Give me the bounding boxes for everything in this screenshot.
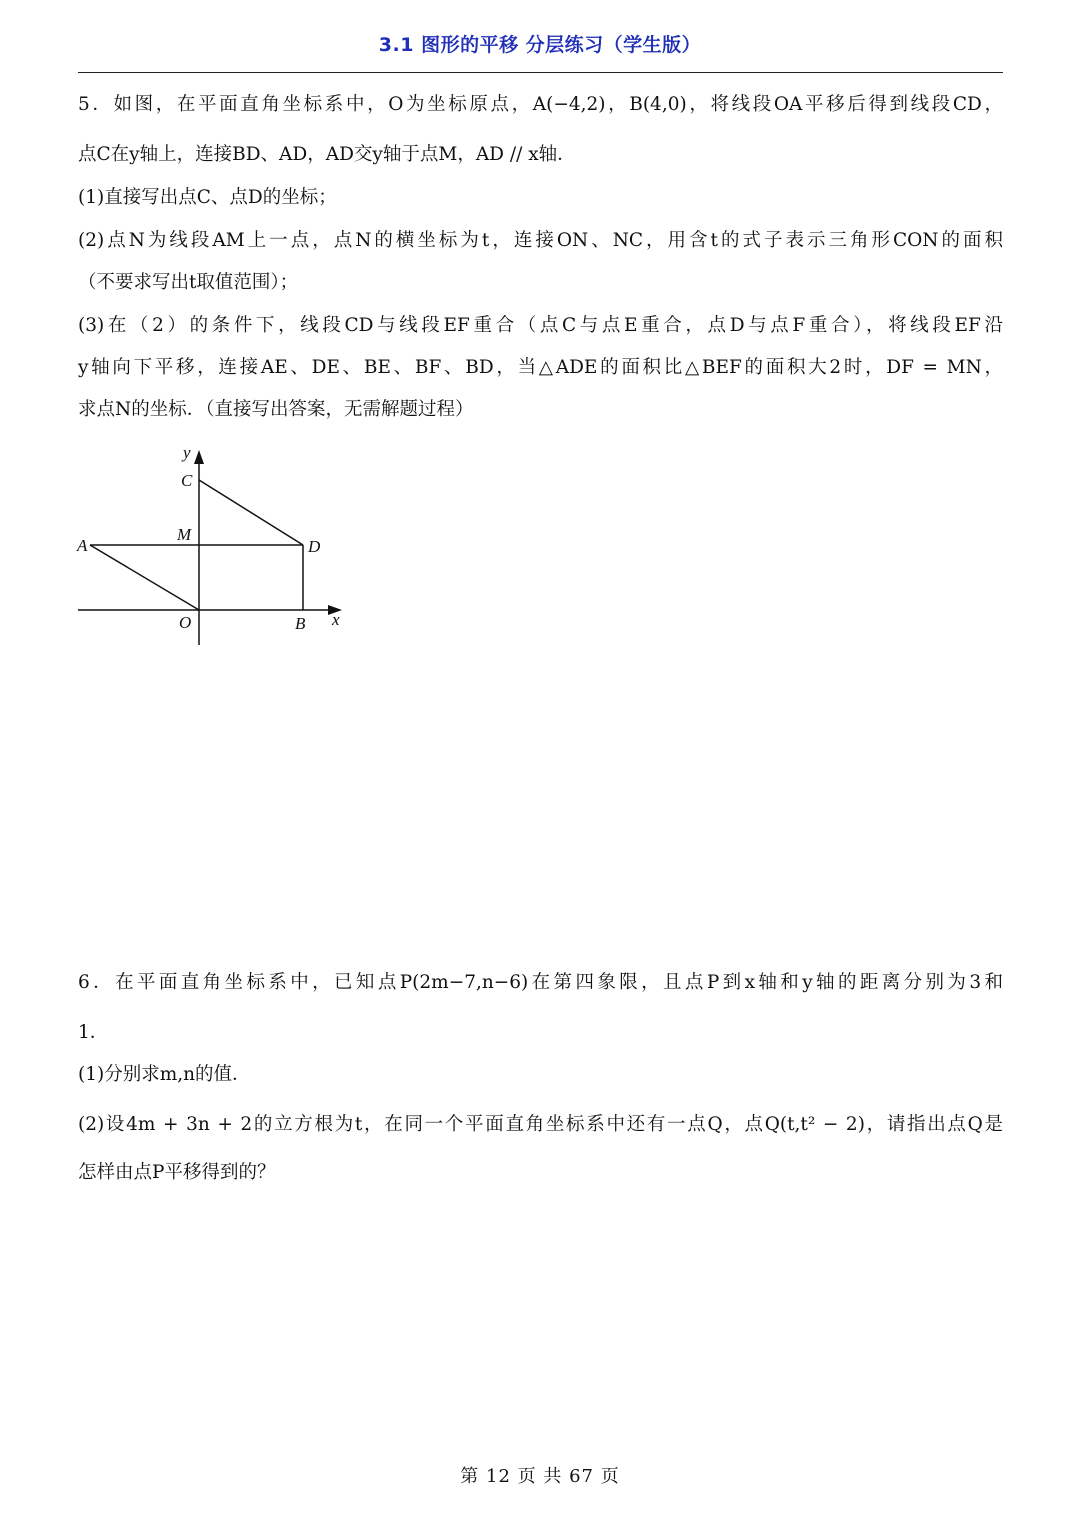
q6-stem-line1: 6．在平面直角坐标系中，已知点P(2m−7,n−6)在第四象限，且点P到x轴和y轴的距离分别为3和 (78, 972, 1003, 993)
label-y: y (183, 443, 191, 462)
header-divider (78, 72, 1003, 73)
y-axis-arrow (194, 450, 204, 464)
q5-part3-line1: (3)在（2）的条件下，线段CD与线段EF重合（点C与点E重合，点D与点F重合），将线段EF沿 (78, 315, 1003, 336)
label-B: B (295, 614, 306, 633)
label-x: x (332, 610, 340, 629)
label-A: A (77, 536, 88, 555)
page-footer: 第 12 页 共 67 页 (460, 1466, 620, 1487)
q6-part1: (1)分别求m,n的值． (78, 1064, 251, 1085)
q6-part2-line2: 怎样由点P平移得到的？ (78, 1162, 276, 1183)
q5-stem-line1: 5．如图，在平面直角坐标系中，O为坐标原点，A(−4,2)，B(4,0)，将线段OA平移后得到线段CD， (78, 94, 1003, 115)
coordinate-figure (70, 440, 360, 655)
label-C: C (181, 471, 193, 490)
page-header-title: 3.1 图形的平移 分层练习（学生版） (378, 34, 702, 56)
q5-part2-line2: （不要求写出t取值范围）； (78, 272, 299, 293)
q5-part3-line2: y轴向下平移，连接AE、DE、BE、BF、BD，当△ADE的面积比△BEF的面积大2时，DF = MN， (78, 357, 1003, 378)
q5-part1: (1)直接写出点C、点D的坐标； (78, 187, 337, 208)
q5-stem-line2: 点C在y轴上，连接BD、AD，AD交y轴于点M，AD // x轴． (78, 144, 576, 165)
q5-part2-line1: (2)点N为线段AM上一点，点N的横坐标为t，连接ON、NC，用含t的式子表示三角形CON的面积 (78, 230, 1003, 251)
label-O: O (179, 613, 192, 632)
q6-stem-line2: 1． (78, 1022, 109, 1043)
q6-part2-line1: (2)设4m + 3n + 2的立方根为t，在同一个平面直角坐标系中还有一点Q，点Q(t,t² − 2)，请指出点Q是 (78, 1114, 1003, 1135)
label-M: M (177, 525, 192, 544)
label-D: D (308, 537, 321, 556)
coordinate-figure-svg (70, 440, 360, 655)
segment-CD (199, 480, 303, 545)
q5-part3-line3: 求点N的坐标．（直接写出答案，无需解题过程） (78, 399, 474, 420)
segment-OA (90, 545, 199, 610)
